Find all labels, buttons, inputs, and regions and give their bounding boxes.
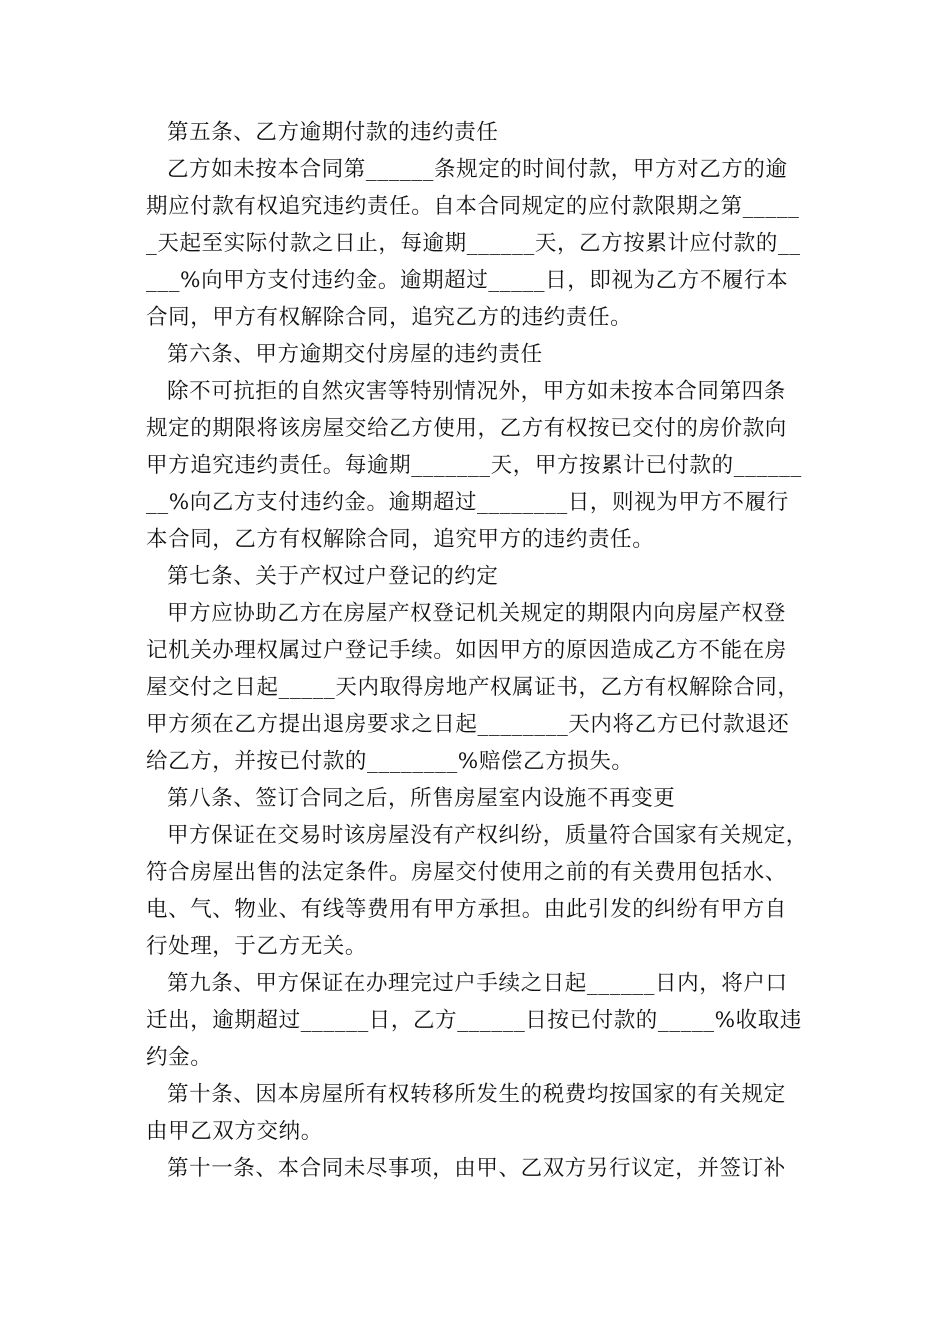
text-line: 合同，甲方有权解除合同，追究乙方的违约责任。 bbox=[146, 305, 633, 330]
text-line: 屋交付之日起_____天内取得房地产权属证书，乙方有权解除合同， bbox=[146, 675, 800, 700]
text-line: 乙方如未按本合同第______条规定的时间付款，甲方对乙方的逾 bbox=[167, 157, 788, 182]
text-line: 符合房屋出售的法定条件。房屋交付使用之前的有关费用包括水、 bbox=[146, 860, 787, 885]
text-line: 甲方须在乙方提出退房要求之日起________天内将乙方已付款退还 bbox=[146, 712, 790, 737]
text-line: _天起至实际付款之日止，每逾期______天，乙方按累计应付款的__ bbox=[146, 231, 801, 256]
contract-body bbox=[146, 114, 826, 1187]
text-line: 行处理，于乙方无关。 bbox=[146, 934, 368, 959]
text-line: 甲方保证在交易时该房屋没有产权纠纷，质量符合国家有关规定， bbox=[167, 823, 808, 848]
text-line: __%向乙方支付违约金。逾期超过________日，则视为甲方不履行 bbox=[146, 490, 789, 515]
text-line: 记机关办理权属过户登记手续。如因甲方的原因造成乙方不能在房 bbox=[146, 638, 787, 663]
text-line: 第七条、关于产权过户登记的约定 bbox=[167, 564, 499, 589]
text-line: ___%向甲方支付违约金。逾期超过_____日，即视为乙方不履行本 bbox=[146, 268, 789, 293]
text-line: 除不可抗拒的自然灾害等特别情况外，甲方如未按本合同第四条 bbox=[167, 379, 786, 404]
text-line: 第十一条、本合同未尽事项，由甲、乙双方另行议定，并签订补 bbox=[167, 1156, 786, 1181]
text-line: 迁出，逾期超过______日，乙方______日按已付款的_____%收取违 bbox=[146, 1008, 802, 1033]
text-line: 期应付款有权追究违约责任。自本合同规定的应付款限期之第_____ bbox=[146, 194, 800, 219]
text-line: 甲方追究违约责任。每逾期_______天，甲方按累计已付款的______ bbox=[146, 453, 802, 478]
text-line: 第五条、乙方逾期付款的违约责任 bbox=[167, 120, 499, 145]
text-line: 第八条、签订合同之后，所售房屋室内设施不再变更 bbox=[167, 786, 676, 811]
text-line: 约金。 bbox=[146, 1045, 213, 1070]
text-line: 第六条、甲方逾期交付房屋的违约责任 bbox=[167, 342, 543, 367]
text-line: 本合同，乙方有权解除合同，追究甲方的违约责任。 bbox=[146, 527, 655, 552]
text-line: 规定的期限将该房屋交给乙方使用，乙方有权按已交付的房价款向 bbox=[146, 416, 787, 441]
text-line: 由甲乙双方交纳。 bbox=[146, 1119, 323, 1144]
text-line: 第九条、甲方保证在办理完过户手续之日起______日内，将户口 bbox=[167, 971, 788, 996]
text-line: 电、气、物业、有线等费用有甲方承担。由此引发的纠纷有甲方自 bbox=[146, 897, 787, 922]
text-line: 第十条、因本房屋所有权转移所发生的税费均按国家的有关规定 bbox=[167, 1082, 786, 1107]
text-line: 甲方应协助乙方在房屋产权登记机关规定的期限内向房屋产权登 bbox=[167, 601, 786, 626]
text-line: 给乙方，并按已付款的________%赔偿乙方损失。 bbox=[146, 749, 634, 774]
